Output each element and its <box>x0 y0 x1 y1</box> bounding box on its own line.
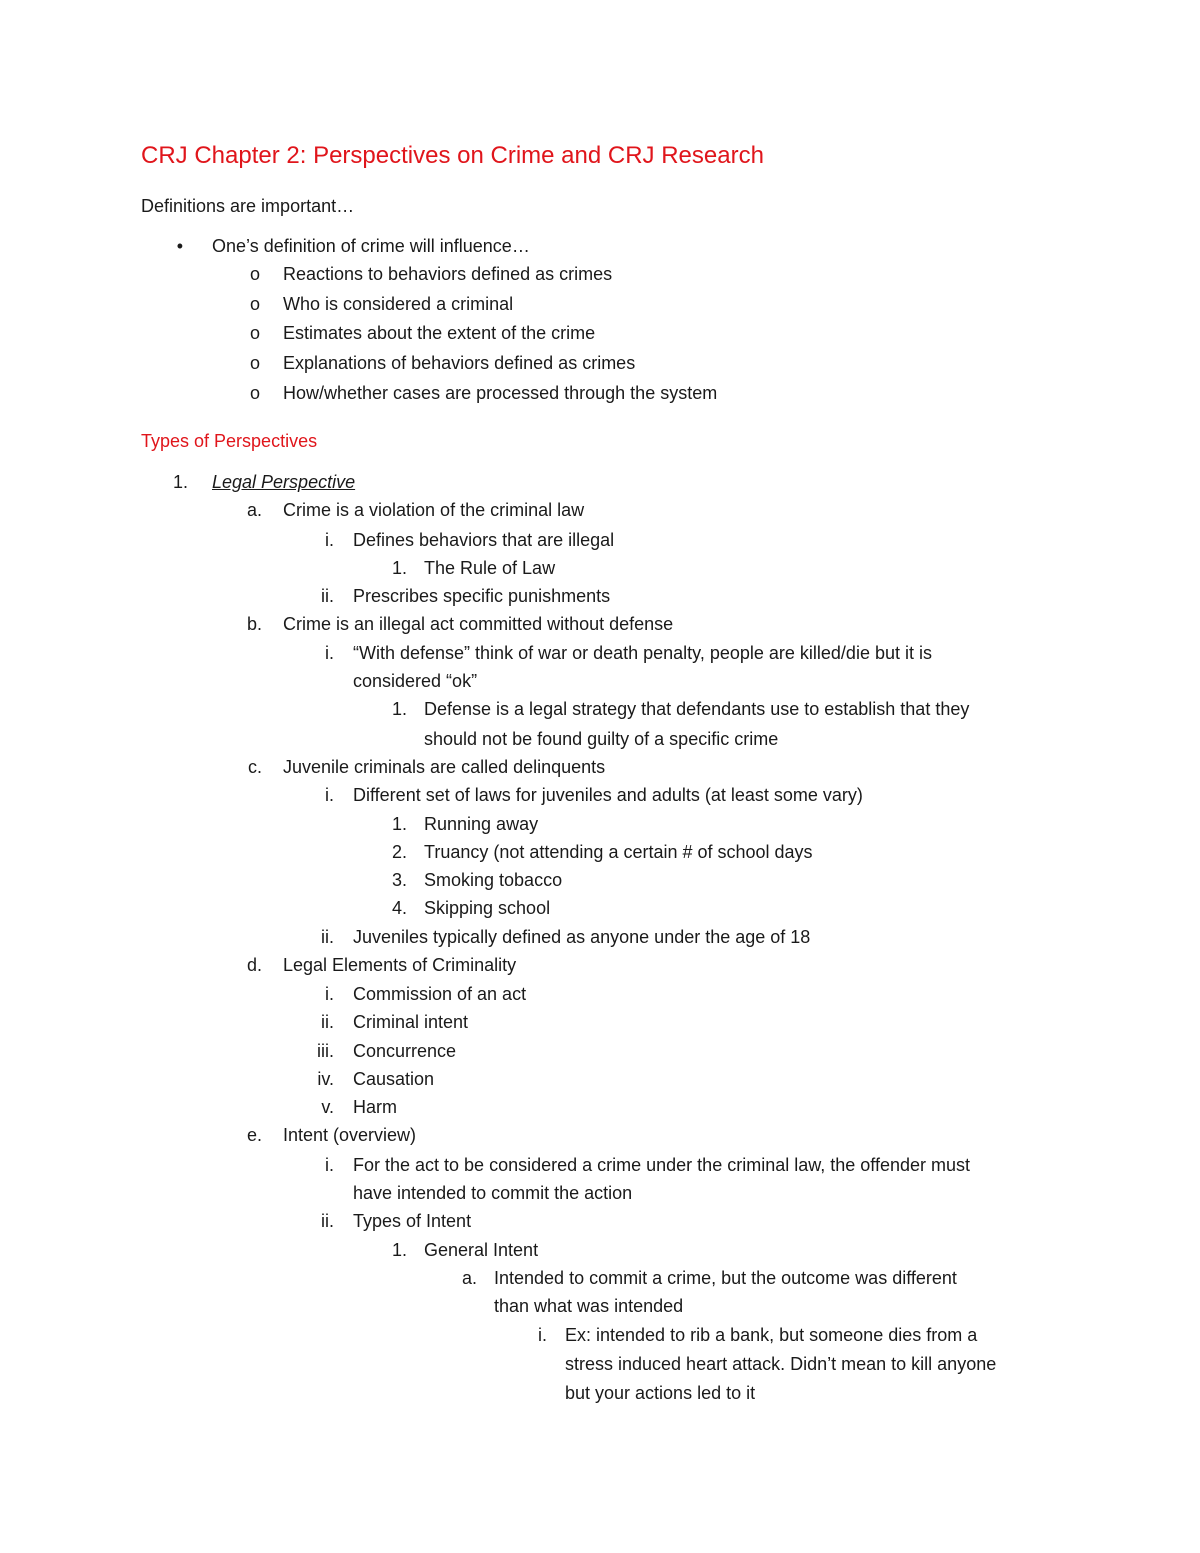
outline-item <box>0 1379 1200 1407</box>
outline-item <box>0 1207 1200 1235</box>
outline-item <box>0 290 1200 318</box>
outline-item <box>0 1008 1200 1036</box>
list-marker: ii. <box>321 927 334 947</box>
bullet-icon: • <box>176 236 183 256</box>
outline-item <box>0 1093 1200 1121</box>
outline-item <box>0 1179 1200 1207</box>
outline-item-text: Smoking tobacco <box>424 870 563 890</box>
outline-item-text: One’s definition of crime will influence… <box>212 236 530 256</box>
list-marker: e. <box>246 1125 262 1145</box>
outline-item <box>0 554 1200 582</box>
list-marker: 3. <box>391 870 407 890</box>
outline-item-text: than what was intended <box>494 1296 684 1316</box>
outline-item-text: General Intent <box>424 1240 539 1260</box>
outline-item-text: Juveniles typically defined as anyone under the age of 18 <box>353 927 811 947</box>
list-marker: 1. <box>391 1240 407 1260</box>
outline-item <box>0 1236 1200 1264</box>
intro-text: Definitions are important… <box>141 196 355 216</box>
list-marker: o <box>249 294 260 314</box>
outline-item <box>0 496 1200 524</box>
outline-item <box>0 894 1200 922</box>
outline-item-text: Who is considered a criminal <box>283 294 514 314</box>
outline-item <box>0 838 1200 866</box>
list-marker: i. <box>325 785 334 805</box>
outline-item-text: Commission of an act <box>353 984 527 1004</box>
outline-item-text: Ex: intended to rib a bank, but someone dies from a <box>565 1325 978 1345</box>
outline-item-text: Causation <box>353 1069 435 1089</box>
outline-item <box>0 582 1200 610</box>
document-title: CRJ Chapter 2: Perspectives on Crime and CRJ Research <box>141 142 764 169</box>
list-marker: ii. <box>321 586 334 606</box>
outline-item-text: but your actions led to it <box>565 1383 756 1403</box>
outline-item <box>0 349 1200 377</box>
outline-item <box>0 468 1200 496</box>
outline-item <box>0 810 1200 838</box>
outline-item-text: Explanations of behaviors defined as crimes <box>283 353 636 373</box>
outline-item <box>0 725 1200 753</box>
outline-item-text: Crime is an illegal act committed without defense <box>283 614 674 634</box>
list-marker: b. <box>246 614 262 634</box>
list-marker: d. <box>246 955 262 975</box>
list-marker: 4. <box>391 898 407 918</box>
outline-item-text: Legal Elements of Criminality <box>283 955 517 975</box>
outline-item <box>0 781 1200 809</box>
outline-item <box>0 1264 1200 1292</box>
list-marker: a. <box>246 500 262 520</box>
list-marker: o <box>249 264 260 284</box>
outline-item-text: The Rule of Law <box>424 558 556 578</box>
outline-item-text: Reactions to behaviors defined as crimes <box>283 264 613 284</box>
outline-item-text: Different set of laws for juveniles and adults (at least some vary) <box>353 785 863 805</box>
outline-item <box>0 753 1200 781</box>
outline-item <box>0 667 1200 695</box>
outline-item <box>0 379 1200 407</box>
outline-item <box>0 1121 1200 1149</box>
outline-item <box>0 923 1200 951</box>
outline-item-text: Defines behaviors that are illegal <box>353 530 615 550</box>
list-marker: i. <box>325 1155 334 1175</box>
outline-item <box>0 1151 1200 1179</box>
list-marker: c. <box>247 757 262 777</box>
list-marker: 2. <box>391 842 407 862</box>
outline-item-text: Harm <box>353 1097 397 1117</box>
outline-item <box>0 260 1200 288</box>
outline-item-text: Running away <box>424 814 539 834</box>
outline-item-text: Intended to commit a crime, but the outcome was different <box>494 1268 957 1288</box>
list-marker: 1. <box>391 699 407 719</box>
outline-item-text: Estimates about the extent of the crime <box>283 323 596 343</box>
list-marker: 1. <box>391 814 407 834</box>
outline-item-text: Crime is a violation of the criminal law <box>283 500 585 520</box>
list-marker: 1. <box>172 472 188 492</box>
outline-item-text: considered “ok” <box>353 671 478 691</box>
list-marker: o <box>249 353 260 373</box>
list-marker: a. <box>461 1268 477 1288</box>
list-marker: ii. <box>321 1211 334 1231</box>
outline-item-text: “With defense” think of war or death penalty, people are killed/die but it is <box>353 643 932 663</box>
list-marker: iii. <box>317 1041 334 1061</box>
outline-item <box>0 951 1200 979</box>
outline-item-text: For the act to be considered a crime under the criminal law, the offender must <box>353 1155 970 1175</box>
outline-item <box>0 610 1200 638</box>
outline-item-text: stress induced heart attack. Didn’t mean to kill anyone <box>565 1354 997 1374</box>
outline-item-text: Juvenile criminals are called delinquents <box>283 757 606 777</box>
outline-item-text: have intended to commit the action <box>353 1183 633 1203</box>
outline-item <box>0 1321 1200 1349</box>
outline-item-text: Skipping school <box>424 898 551 918</box>
outline-item <box>0 232 1200 260</box>
outline-item <box>0 695 1200 723</box>
outline-item <box>0 980 1200 1008</box>
list-marker: i. <box>325 643 334 663</box>
outline-item-text: Prescribes specific punishments <box>353 586 611 606</box>
list-marker: iv. <box>317 1069 334 1089</box>
outline-item <box>0 526 1200 554</box>
outline-item-text: Legal Perspective <box>212 472 356 492</box>
outline-item <box>0 866 1200 894</box>
list-marker: i. <box>538 1325 547 1345</box>
list-marker: o <box>249 383 260 403</box>
outline-item-text: Concurrence <box>353 1041 457 1061</box>
outline-item-text: Truancy (not attending a certain # of school days <box>424 842 813 862</box>
outline-item <box>0 639 1200 667</box>
outline-item <box>0 1037 1200 1065</box>
outline-item-text: Intent (overview) <box>283 1125 417 1145</box>
outline-item <box>0 1350 1200 1378</box>
section-heading: Types of Perspectives <box>141 431 318 451</box>
list-marker: v. <box>321 1097 334 1117</box>
list-marker: i. <box>325 530 334 550</box>
outline-item-text: How/whether cases are processed through the system <box>283 383 718 403</box>
list-marker: 1. <box>391 558 407 578</box>
list-marker: o <box>249 323 260 343</box>
outline-item <box>0 1292 1200 1320</box>
list-marker: ii. <box>321 1012 334 1032</box>
list-marker: i. <box>325 984 334 1004</box>
outline-item-text: should not be found guilty of a specific crime <box>424 729 779 749</box>
outline-item <box>0 1065 1200 1093</box>
outline-item-text: Criminal intent <box>353 1012 469 1032</box>
outline-item <box>0 319 1200 347</box>
outline-item-text: Types of Intent <box>353 1211 472 1231</box>
outline-item-text: Defense is a legal strategy that defendants use to establish that they <box>424 699 970 719</box>
